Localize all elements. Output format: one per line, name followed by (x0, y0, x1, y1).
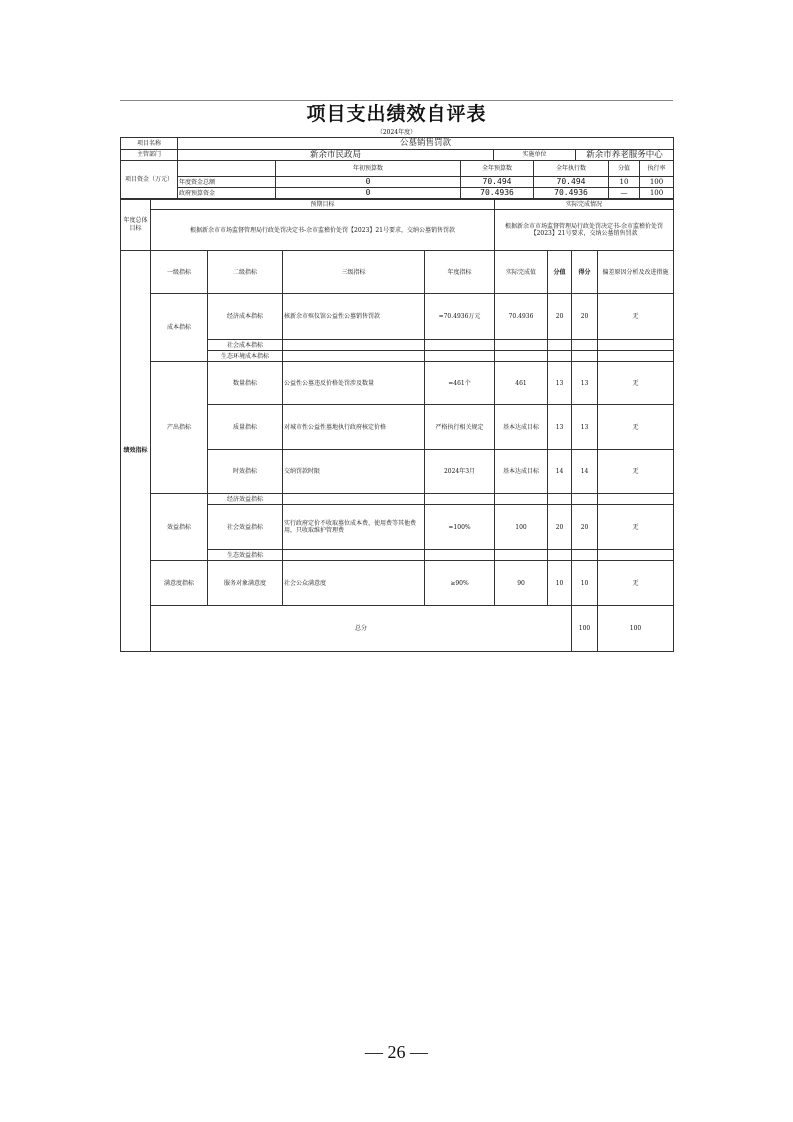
indicator-level2: 数量指标 (208, 362, 283, 405)
indicator-score: 14 (572, 450, 598, 494)
funds-score-value: 10 (609, 177, 640, 188)
blank-cell (572, 494, 598, 505)
indicator-score: 20 (572, 505, 598, 550)
header-actual: 实际完成值 (495, 251, 548, 294)
summary-table (120, 137, 674, 199)
indicator-target: 2024年3月 (425, 450, 495, 494)
funds-row (121, 188, 674, 199)
indicator-level2: 生态环境成本指标 (208, 351, 283, 362)
header-level2: 二级指标 (208, 251, 283, 294)
funds-row-label: 年度资金总额 (178, 177, 276, 188)
page-number: — 26 — (365, 1042, 428, 1062)
goals-content-row (121, 210, 674, 251)
funds-annual: 70.4936 (461, 188, 534, 199)
indicators-section-label (121, 251, 151, 652)
header-level1: 一级指标 (151, 251, 208, 294)
indicator-actual: 基本达成目标 (495, 405, 548, 450)
indicator-score: 13 (572, 405, 598, 450)
funds-header-rate: 执行率 (640, 161, 674, 177)
goals-expected: 根据新余市市场监督管理局行政处罚决定书-余市监稽价处罚【2023】21号要求，交纳公墓销售罚款 (151, 210, 495, 251)
indicators-section-label-text: 绩效指标 (123, 447, 148, 455)
blank-cell (572, 550, 598, 561)
funds-rate: 100 (640, 177, 674, 188)
blank-cell (598, 351, 674, 362)
indicator-analysis: 无 (598, 294, 674, 340)
blank-cell (283, 340, 425, 351)
output-level1: 产出指标 (151, 362, 208, 494)
indicator-target: =461个 (425, 362, 495, 405)
blank-cell (425, 494, 495, 505)
funds-header-row (121, 161, 674, 177)
indicator-score-value: 13 (548, 362, 572, 405)
funds-header-score-value: 分值 (609, 161, 640, 177)
indicator-score-value: 10 (548, 561, 572, 606)
impl-value: 新余市养老服务中心 (576, 149, 674, 161)
blank-cell (598, 550, 674, 561)
funds-header-annual: 全年预算数 (461, 161, 534, 177)
indicator-analysis: 无 (598, 505, 674, 550)
header-score-value: 分值 (548, 251, 572, 294)
indicator-actual: 70.4936 (495, 294, 548, 340)
header-level3: 三级指标 (283, 251, 425, 294)
indicator-level3: 核新余市殡仪馆公益性公墓销售罚款 (283, 294, 425, 340)
indicator-target: =100% (425, 505, 495, 550)
funds-rate: 100 (640, 188, 674, 199)
funds-header-initial: 年初预算数 (276, 161, 461, 177)
blank-cell (548, 550, 572, 561)
blank-cell (548, 351, 572, 362)
header-score: 得分 (572, 251, 598, 294)
indicator-score-value: 20 (548, 294, 572, 340)
indicator-level3: 实行政府定价不收取墓位成本费、使用费等其他费用，只收取维护管理费 (283, 505, 425, 550)
blank-cell (283, 494, 425, 505)
indicator-analysis: 无 (598, 450, 674, 494)
indicator-score-value: 20 (548, 505, 572, 550)
goals-and-indicators-table (120, 199, 674, 652)
indicator-level3: 对城市性公益性墓地执行政府核定价格 (283, 405, 425, 450)
total-score: 100 (598, 606, 674, 652)
indicator-analysis: 无 (598, 405, 674, 450)
funds-label: 项目资金（万元） (121, 161, 178, 199)
indicator-header-row (121, 251, 674, 294)
satisfaction-level1: 满意度指标 (151, 561, 208, 606)
blank-cell (425, 550, 495, 561)
indicator-level2: 生态效益指标 (208, 550, 283, 561)
blank-cell (283, 351, 425, 362)
indicator-target: ≥90% (425, 561, 495, 606)
funds-executed: 70.4936 (534, 188, 609, 199)
funds-executed: 70.494 (534, 177, 609, 188)
funds-score-value: — (609, 188, 640, 199)
indicator-score-value: 14 (548, 450, 572, 494)
indicator-actual: 基本达成目标 (495, 450, 548, 494)
indicator-score: 13 (572, 362, 598, 405)
indicator-target: =70.4936万元 (425, 294, 495, 340)
indicator-level2: 服务对象满意度 (208, 561, 283, 606)
funds-header-blank (178, 161, 276, 177)
indicator-level2: 时效指标 (208, 450, 283, 494)
funds-row (121, 177, 674, 188)
indicator-score: 20 (572, 294, 598, 340)
header-target: 年度指标 (425, 251, 495, 294)
funds-row-label: 政府预算资金 (178, 188, 276, 199)
goals-label: 年度总体目标 (121, 200, 151, 251)
indicator-level2: 社会成本指标 (208, 340, 283, 351)
dept-label: 主管部门 (121, 149, 178, 161)
funds-annual: 70.494 (461, 177, 534, 188)
indicator-level2: 经济效益指标 (208, 494, 283, 505)
indicator-level3: 交纳罚款时限 (283, 450, 425, 494)
indicator-actual: 90 (495, 561, 548, 606)
indicator-level2: 经济成本指标 (208, 294, 283, 340)
indicator-row (121, 494, 674, 505)
blank-cell (495, 550, 548, 561)
blank-cell (495, 351, 548, 362)
indicator-level2: 质量指标 (208, 405, 283, 450)
indicator-analysis: 无 (598, 561, 674, 606)
project-name-label: 项目名称 (121, 138, 178, 150)
blank-cell (495, 494, 548, 505)
indicator-analysis: 无 (598, 362, 674, 405)
form-year: （2024年度） (376, 129, 417, 136)
blank-cell (425, 351, 495, 362)
indicator-row (121, 294, 674, 340)
blank-cell (495, 340, 548, 351)
indicator-row (121, 561, 674, 606)
department-row (121, 149, 674, 161)
form-title: 项目支出绩效自评表 (120, 100, 673, 128)
impl-label: 实施单位 (494, 149, 576, 161)
blank-cell (572, 340, 598, 351)
total-row (121, 606, 674, 652)
blank-cell (283, 550, 425, 561)
blank-cell (548, 340, 572, 351)
total-label: 总分 (151, 606, 572, 652)
goals-expected-header: 预期目标 (151, 200, 495, 210)
total-score-value: 100 (572, 606, 598, 652)
indicator-score-value: 13 (548, 405, 572, 450)
indicator-actual: 461 (495, 362, 548, 405)
funds-initial: 0 (276, 188, 461, 199)
indicator-score: 10 (572, 561, 598, 606)
goals-actual: 根据新余市市场监督管理局行政处罚决定书-余市监稽价处罚【2023】21号要求，交纳公墓销售罚款 (495, 210, 674, 251)
benefit-level1: 效益指标 (151, 494, 208, 561)
indicator-row (121, 362, 674, 405)
indicator-level2: 社会效益指标 (208, 505, 283, 550)
cost-level1: 成本指标 (151, 294, 208, 362)
project-name-value: 公墓销售罚款 (178, 138, 674, 150)
goals-header-row (121, 200, 674, 210)
header-analysis: 偏差原因分析及改进措施 (598, 251, 674, 294)
indicator-target: 严格执行相关规定 (425, 405, 495, 450)
indicator-actual: 100 (495, 505, 548, 550)
blank-cell (598, 494, 674, 505)
blank-cell (425, 340, 495, 351)
project-name-row (121, 138, 674, 150)
goals-actual-header: 实际完成情况 (495, 200, 674, 210)
funds-initial: 0 (276, 177, 461, 188)
funds-header-executed: 全年执行数 (534, 161, 609, 177)
blank-cell (548, 494, 572, 505)
blank-cell (598, 340, 674, 351)
dept-value: 新余市民政局 (178, 149, 494, 161)
blank-cell (572, 351, 598, 362)
indicator-level3: 社会公众满意度 (283, 561, 425, 606)
evaluation-form (120, 100, 673, 652)
indicator-level3: 公益性公墓违反价格处罚涉及数量 (283, 362, 425, 405)
